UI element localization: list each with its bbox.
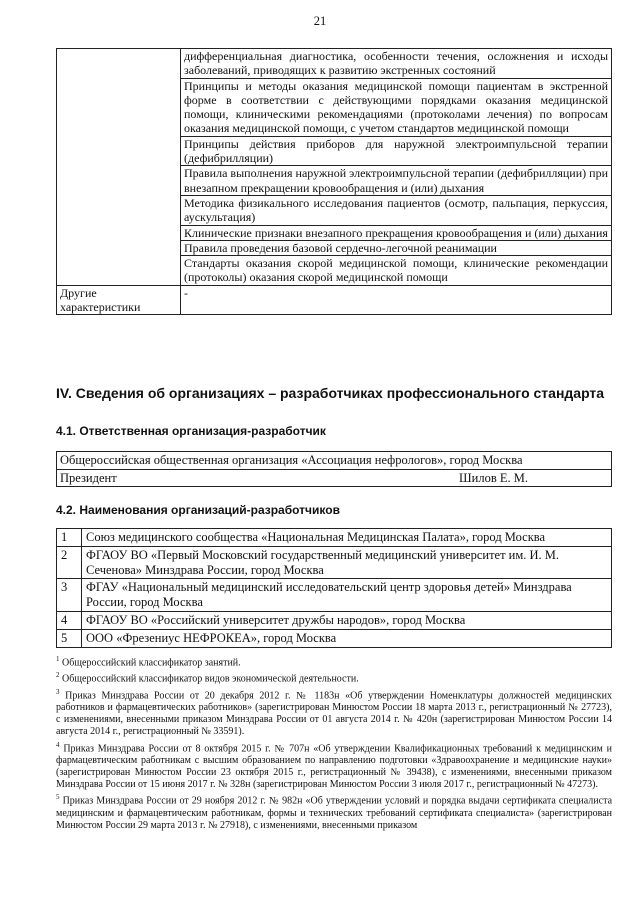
- footnote: [56, 653, 612, 669]
- responsible-table: [56, 451, 612, 487]
- developer-name: ФГАОУ ВО «Российский университет дружбы народов», город Москва: [82, 611, 612, 629]
- footnote-mark: 1: [56, 655, 60, 663]
- activities-table: [56, 48, 612, 315]
- footnote-separator: [56, 647, 216, 648]
- responsible-person: Шилов Е. М.: [459, 470, 528, 485]
- developers-table: [56, 528, 612, 648]
- section-title: IV. Сведения об организациях – разработчиках профессионального стандарта: [56, 385, 605, 401]
- developer-number: 5: [57, 629, 82, 647]
- developer-name: ФГАОУ ВО «Первый Московский государственный медицинский университет им. И. М. Сеченова» Минздрава России, город Москва: [82, 546, 612, 579]
- developers-heading: 4.2. Наименования организаций-разработчиков: [56, 503, 340, 517]
- developer-name: ООО «Фрезениус НЕФРОКЕА», город Москва: [82, 629, 612, 647]
- footnote: [56, 686, 612, 739]
- activity-cell: Принципы действия приборов для наружной электроимпульсной терапии (дефибрилляции): [181, 136, 612, 166]
- footnotes: [56, 653, 612, 832]
- developer-number: 4: [57, 611, 82, 629]
- table-row: [57, 285, 612, 315]
- footnote: [56, 669, 612, 685]
- table-row: [57, 529, 612, 547]
- developer-number: 1: [57, 529, 82, 547]
- developer-number: 2: [57, 546, 82, 579]
- responsible-signatory-cell: [57, 469, 612, 487]
- footnote-text: Приказ Минздрава России от 29 ноября 2012 г. № 982н «Об утверждении условий и порядка выдачи сертификата специалиста медицинским и фармацевтическим работникам, формы и технических требований сертификата специалиста» (зарегистрирован Минюстом России 29 марта 2013 г. № 27918), с изменениями, внесенными приказом: [56, 795, 613, 831]
- activity-cell: Методика физикального исследования пациентов (осмотр, пальпация, перкуссия, аускультация): [181, 195, 612, 225]
- footnote-text: Общероссийский классификатор занятий.: [62, 657, 241, 669]
- activity-cell: дифференциальная диагностика, особенности течения, осложнения и исходы заболеваний, приводящих к развитию экстренных состояний: [181, 49, 612, 79]
- table-row: [57, 452, 612, 470]
- table-row: [57, 469, 612, 487]
- other-characteristics-value: -: [181, 285, 612, 315]
- developer-number: 3: [57, 579, 82, 612]
- footnote-text: Приказ Минздрава России от 20 декабря 2012 г. № 1183н «Об утверждении Номенклатуры должностей медицинских работников и фармацевтических работников» (зарегистрирован Минюстом России 18 марта 2013 г., регистрационный № 27723), с изменениями, внесенными приказом Минздрава России от 01 августа 2014 г. № 420н (зарегистрирован Минюстом России 14 августа 2014 г., регистрационный № 33591).: [56, 690, 613, 738]
- developer-name: Союз медицинского сообщества «Национальная Медицинская Палата», город Москва: [82, 529, 612, 547]
- footnote-mark: 5: [56, 793, 60, 802]
- table-row: [57, 629, 612, 647]
- label-cell-empty: [57, 49, 181, 286]
- responsible-heading: 4.1. Ответственная организация-разработчик: [56, 424, 326, 438]
- page-number: 21: [313, 14, 327, 28]
- activity-cell: Клинические признаки внезапного прекращения кровообращения и (или) дыхания: [181, 225, 612, 240]
- other-characteristics-label: Другие характеристики: [57, 285, 181, 315]
- footnote-text: Приказ Минздрава России от 8 октября 2015 г. № 707н «Об утверждении Квалификационных требований к медицинским и фармацевтическим работникам с высшим образованием по направлению подготовки «Здравоохранение и медицинские науки» (зарегистрирован Минюстом России 23 октября 2015 г., регистрационный № 39438), с изменениями, внесенными приказом Минздрава России от 15 июня 2017 г. № 328н (зарегистрирован Минюстом России 3 июля 2017 г., регистрационный № 47273).: [56, 742, 612, 791]
- footnote: [56, 791, 612, 832]
- footnote-mark: 3: [56, 687, 60, 696]
- footnote-mark: 4: [56, 740, 60, 749]
- activity-cell: Правила проведения базовой сердечно-легочной реанимации: [181, 240, 612, 255]
- activity-cell: Стандарты оказания скорой медицинской помощи, клинические рекомендации (протоколы) оказания скорой медицинской помощи: [181, 256, 612, 286]
- table-row: [57, 546, 612, 579]
- table-row: [57, 49, 612, 79]
- footnote: [56, 739, 612, 792]
- developer-name: ФГАУ «Национальный медицинский исследовательский центр здоровья детей» Минздрава России, город Москва: [82, 579, 612, 612]
- responsible-organization: Общероссийская общественная организация «Ассоциация нефрологов», город Москва: [57, 452, 612, 470]
- table-row: [57, 579, 612, 612]
- responsible-position: Президент: [60, 470, 117, 485]
- activity-cell: Правила выполнения наружной электроимпульсной терапии (дефибрилляции) при внезапном прекращении кровообращения и (или) дыхания: [181, 166, 612, 196]
- footnote-text: Общероссийский классификатор видов экономической деятельности.: [62, 673, 359, 685]
- footnote-mark: 2: [56, 671, 60, 680]
- table-row: [57, 611, 612, 629]
- activity-cell: Принципы и методы оказания медицинской помощи пациентам в экстренной форме в соответствии с действующими порядками оказания медицинской помощи, клиническими рекомендациями (протоколами лечения) по вопросам оказания медицинской помощи, с учетом стандартов медицинской помощи: [181, 78, 612, 136]
